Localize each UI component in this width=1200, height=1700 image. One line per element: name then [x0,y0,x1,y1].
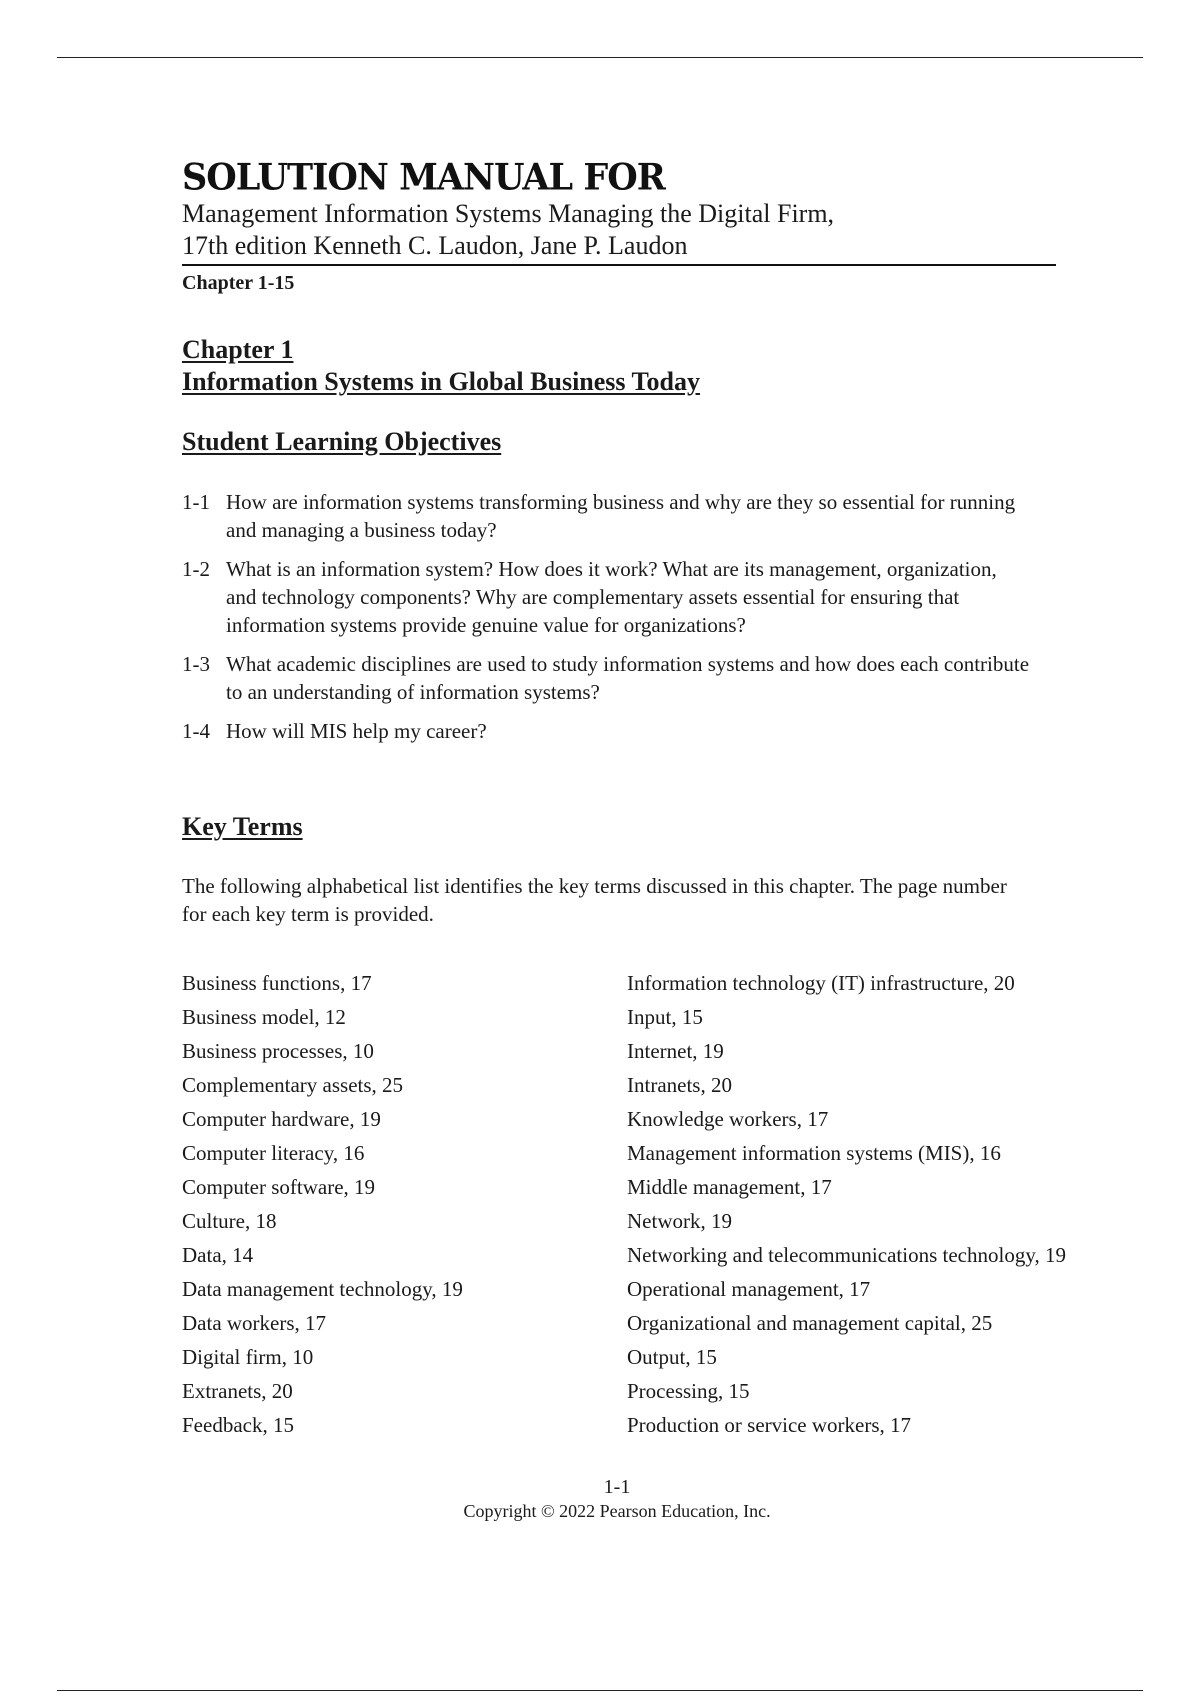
objective-item [182,488,1032,544]
objective-number: 1-4 [182,719,210,743]
key-term: Digital firm, 10 [182,1345,314,1369]
key-terms-heading: Key Terms [182,812,303,841]
key-term: Internet, 19 [627,1039,724,1063]
page-number: 1-1 [603,1476,631,1498]
objective-text: What academic disciplines are used to study information systems and how does each contribute to an understanding of information systems? [226,652,1030,704]
key-term: Extranets, 20 [182,1379,293,1403]
key-term: Intranets, 20 [627,1073,732,1097]
document-title: SOLUTION MANUAL FOR [182,156,665,200]
key-term: Middle management, 17 [627,1175,832,1199]
key-term: Operational management, 17 [627,1277,871,1301]
objective-item [182,717,1032,745]
key-term: Output, 15 [627,1345,717,1369]
key-terms-intro: The following alphabetical list identifies the key terms discussed in this chapter. The page number for each key term is provided. [182,874,1007,926]
objective-text: What is an information system? How does it work? What are its management, organization, and technology components? Why are complementary assets essential for ensuring that information systems provide genuine value for organizations? [226,557,997,637]
objective-item [182,555,1032,639]
book-subtitle [182,198,1056,266]
key-term: Information technology (IT) infrastructure, 20 [627,971,1015,995]
key-term: Computer hardware, 19 [182,1107,381,1131]
key-term: Management information systems (MIS), 16 [627,1141,1001,1165]
subtitle-line-1: Management Information Systems Managing the Digital Firm, [182,199,835,228]
key-term: Processing, 15 [627,1379,750,1403]
key-term: Business processes, 10 [182,1039,374,1063]
objective-number: 1-2 [182,557,210,581]
objective-number: 1-1 [182,490,210,514]
key-term: Data management technology, 19 [182,1277,463,1301]
key-terms-right-column [627,966,1066,1442]
key-term: Feedback, 15 [182,1413,294,1437]
key-term: Network, 19 [627,1209,732,1233]
objective-number: 1-3 [182,652,210,676]
key-term: Production or service workers, 17 [627,1413,912,1437]
chapter-range: Chapter 1-15 [182,272,295,294]
key-term: Knowledge workers, 17 [627,1107,829,1131]
key-term: Business model, 12 [182,1005,346,1029]
key-term: Networking and telecommunications technology, 19 [627,1243,1066,1267]
top-rule [57,57,1143,58]
chapter-number: Chapter 1 [182,335,294,364]
bottom-rule [57,1690,1143,1691]
objective-text: How are information systems transforming business and why are they so essential for running and managing a business today? [226,490,1016,542]
objectives-heading: Student Learning Objectives [182,427,502,456]
key-term: Data, 14 [182,1243,254,1267]
key-term: Complementary assets, 25 [182,1073,404,1097]
key-term: Computer software, 19 [182,1175,376,1199]
objectives-list [182,488,1032,756]
key-terms-left-column [182,966,463,1442]
key-term: Culture, 18 [182,1209,277,1233]
chapter-title: Information Systems in Global Business Today [182,367,700,396]
objective-text: How will MIS help my career? [226,719,487,743]
key-term: Input, 15 [627,1005,703,1029]
key-term: Organizational and management capital, 25 [627,1311,993,1335]
chapter-heading [182,334,700,398]
key-term: Data workers, 17 [182,1311,327,1335]
objective-item [182,650,1032,706]
copyright-notice: Copyright © 2022 Pearson Education, Inc. [463,1501,771,1521]
key-term: Business functions, 17 [182,971,372,995]
key-term: Computer literacy, 16 [182,1141,365,1165]
subtitle-line-2: 17th edition Kenneth C. Laudon, Jane P. Laudon [182,231,688,260]
